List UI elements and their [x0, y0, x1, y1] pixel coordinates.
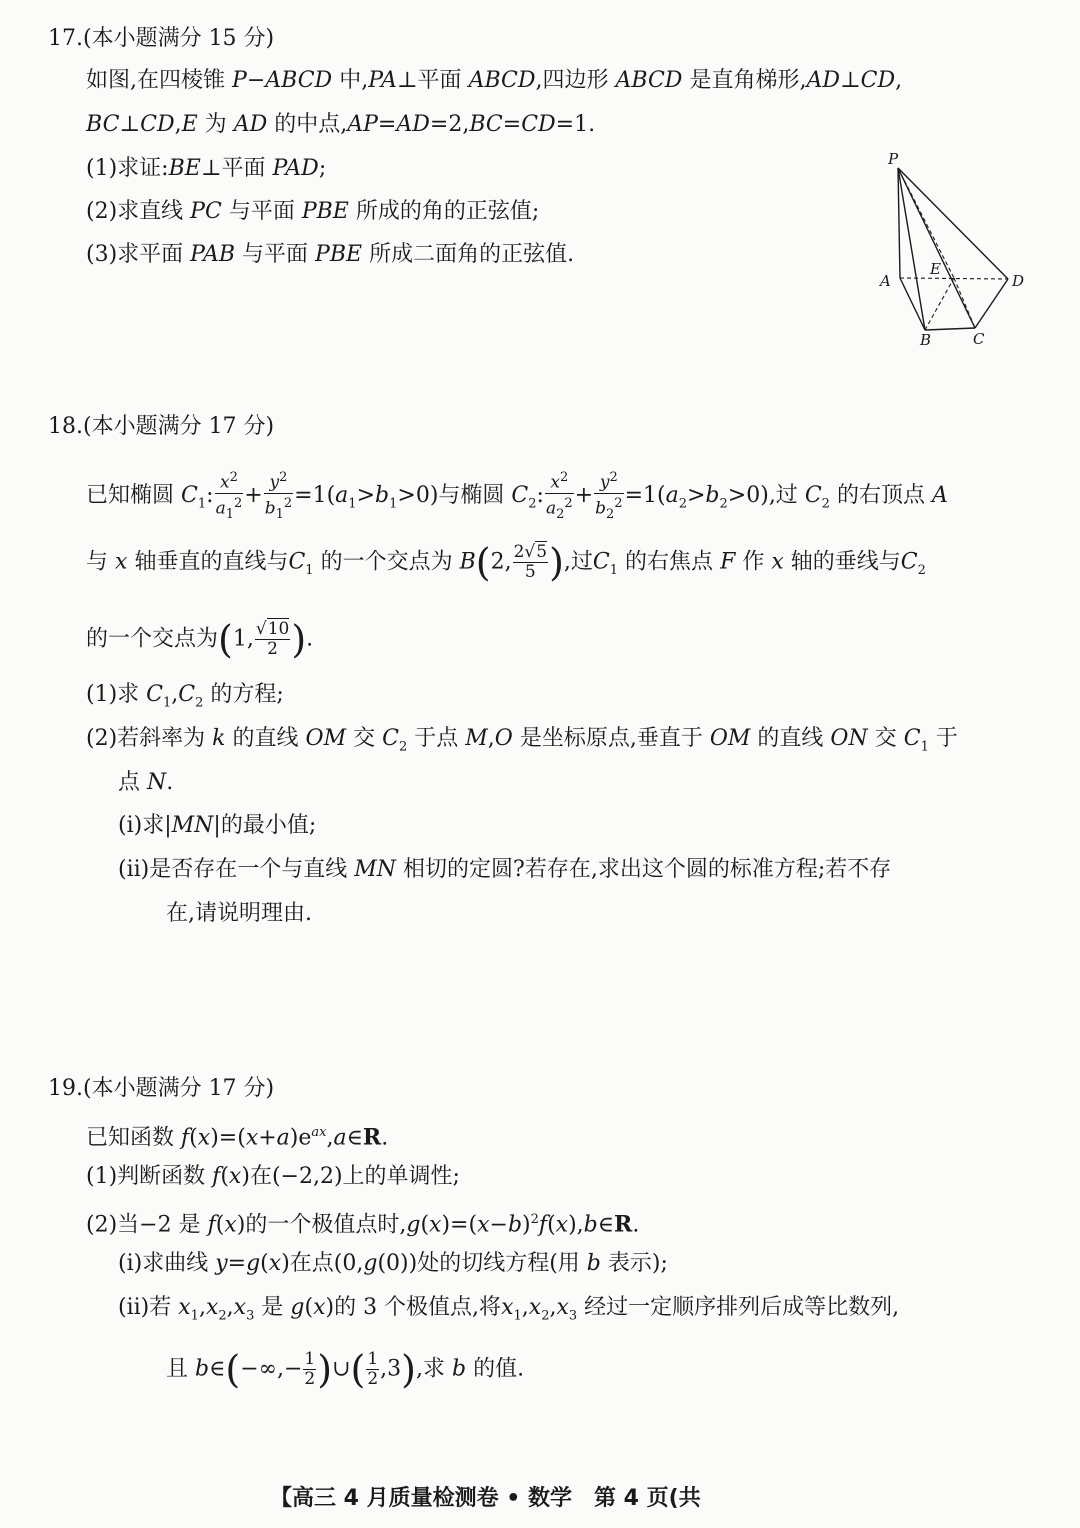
- q18-sub2-cont: 在,请说明理由.: [166, 901, 312, 926]
- edge-PB: [898, 168, 925, 330]
- edge-BC: [925, 328, 975, 330]
- label-A: A: [880, 272, 891, 290]
- q19-stem: 已知函数 $f(x)=(x+a)e^{ax},a\in R$.: [86, 1124, 389, 1151]
- label-P: P: [888, 150, 899, 168]
- q17-part1: (1)求证:BE⊥平面 PAD;: [86, 156, 327, 181]
- q18-stem-line3: 的一个交点为(1, $\frac{√10}{2}$ ).: [86, 617, 314, 662]
- label-D: D: [1012, 272, 1025, 290]
- q18-part2-cont: 点 N.: [118, 770, 174, 795]
- q17-stem-line1: 如图,在四棱锥 P−ABCD 中,PA⊥平面 ABCD,四边形 ABCD 是直角梯形,AD⊥CD,: [86, 68, 903, 93]
- q18-stem-line2: 与 x 轴垂直的直线与$C_1$ 的一个交点为 B(2, $\frac{2√5}{5}$ ),过$C_1$ 的右焦点 F 作 x 轴的垂线与$C_2$: [86, 540, 926, 585]
- q18-sub1: (ⅰ)求|MN|的最小值;: [118, 813, 317, 838]
- edge-CD: [975, 279, 1008, 328]
- edge-PD: [898, 168, 1008, 279]
- q17-stem-line2: BC⊥CD,E 为 AD 的中点,AP=AD=2,BC=CD=1.: [86, 112, 596, 137]
- q18-header: 18.(本小题满分 17 分): [48, 414, 275, 439]
- q17-part2: (2)求直线 PC 与平面 PBE 所成的角的正弦值;: [86, 199, 540, 224]
- q19-sub2-cont: 且 b∈(−∞,− $\frac{1}{2}$ )∪( $\frac{1}{2}$ ,3),求 b 的值.: [166, 1347, 525, 1392]
- label-B: B: [920, 331, 932, 348]
- q18-part1: (1)求 $C_1,C_2$ 的方程;: [86, 682, 284, 711]
- q19-part1: (1)判断函数 f(x)在(−2,2)上的单调性;: [86, 1164, 460, 1189]
- q17-header: 17.(本小题满分 15 分): [48, 26, 275, 51]
- q19-header: 19.(本小题满分 17 分): [48, 1076, 275, 1101]
- q18-stem-line1: 已知椭圆 $C_1$: $\frac{x^2}{a_1^2}$ + $\frac{y^2}{b_1^2}$ $=1(a_1>b_1>0)$与椭圆 $C_2$: $\frac{x^2}{a_2^2}$ + $\frac{y^2}{b_2^2}$ $=1(a_2>b_2>0)$,过 $C_2$ 的右顶点 A: [86, 470, 948, 522]
- edge-PA: [898, 168, 900, 278]
- q17-part3: (3)求平面 PAB 与平面 PBE 所成二面角的正弦值.: [86, 242, 575, 267]
- q19-sub2: (ⅱ)若 $x_1,x_2,x_3$ 是 g(x)的 3 个极值点,将$x_1,x_2,x_3$ 经过一定顺序排列后成等比数列,: [118, 1295, 900, 1324]
- page-footer: 【高三 4 月质量检测卷 • 数学 第 4 页(共: [270, 1486, 701, 1511]
- q19-part2: (2)当−2 是 f(x)的一个极值点时$,g(x)=(x-b)^2f(x),b\in R$.: [86, 1211, 640, 1238]
- edge-BE-hidden: [925, 278, 954, 330]
- pyramid-figure: [870, 148, 1040, 348]
- label-E: E: [930, 260, 941, 278]
- q18-sub2: (ⅱ)是否存在一个与直线 MN 相切的定圆?若存在,求出这个圆的标准方程;若不存: [118, 857, 892, 882]
- label-C: C: [973, 330, 985, 348]
- q18-part2: (2)若斜率为 k 的直线 OM 交 $C_2$ 于点 M,O 是坐标原点,垂直于 OM 的直线 ON 交 $C_1$ 于: [86, 726, 958, 755]
- edge-PC: [898, 168, 975, 328]
- q19-sub1: (ⅰ)求曲线 y=g(x)在点(0,g(0))处的切线方程(用 b 表示);: [118, 1251, 668, 1276]
